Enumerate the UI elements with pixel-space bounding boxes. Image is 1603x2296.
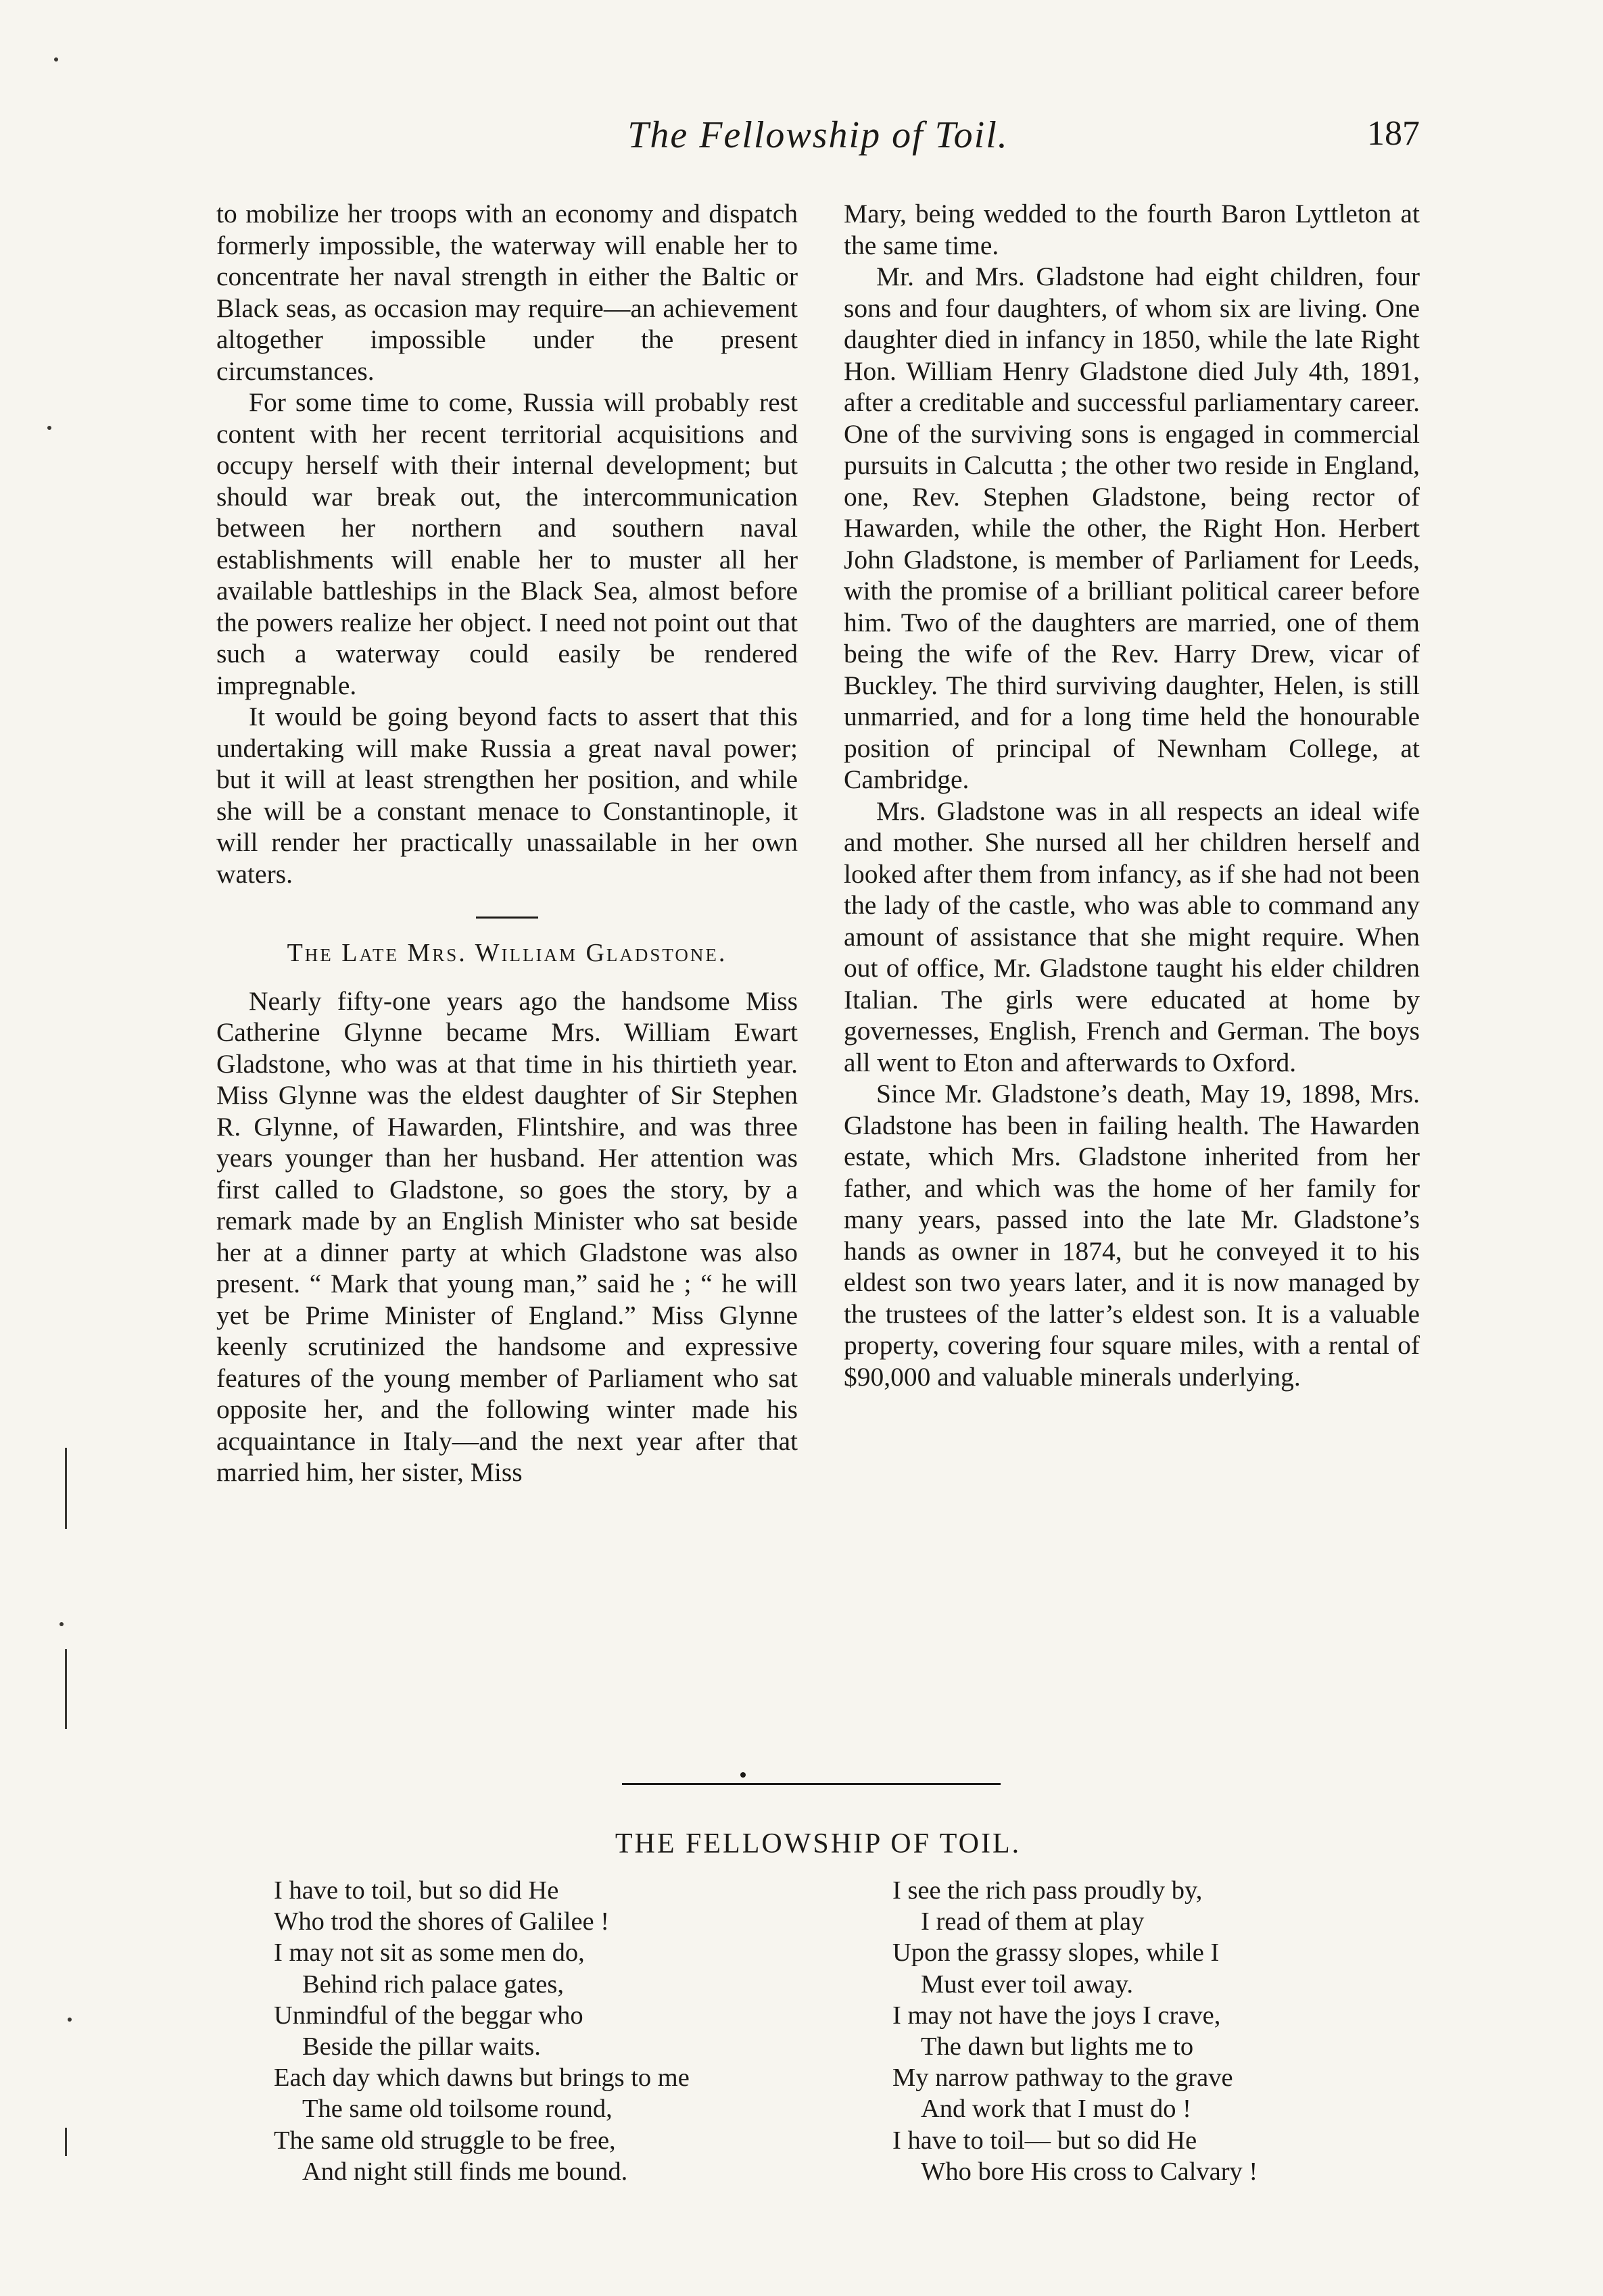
margin-mark	[65, 1649, 67, 1729]
paragraph: to mobilize her troops with an economy and dispatch formerly impossible, the waterway will enable her to concentrate her naval strength in either the Baltic or Black seas, as occasion may require—an achievement altogether impossible under the present circumstances.	[216, 199, 798, 386]
poem-line: I have to toil, but so did He	[274, 1876, 559, 1905]
section-divider	[476, 917, 538, 919]
poem-line: I may not sit as some men do,	[274, 1938, 585, 1968]
running-header	[216, 114, 1420, 161]
right-column	[844, 198, 1420, 1392]
poem-line: I see the rich pass proudly by,	[892, 1876, 1203, 1905]
poem-stanza-left	[274, 1875, 690, 2187]
poem-line: Beside the pillar waits.	[302, 2032, 541, 2061]
paragraph: Mr. and Mrs. Gladstone had eight children, four sons and four daughters, of whom six are living. One daughter died in infancy in 1850, while the late Right Hon. William Henry Gladstone died July 4th, 1891, after a creditable and successful parliamentary career. One of the surviving sons is engaged in commercial pursuits in Calcutta ; the other two reside in England, one, Rev. Stephen Gladstone, being rector of Hawarden, while the other, the Right Hon. Herbert John Gladstone, is member of Parliament for Leeds, with the promise of a brilliant political career before him. Two of the daughters are married, one of them being the wife of the Rev. Harry Drew, vicar of Buckley. The third surviving daughter, Helen, is still unmarried, and for a long time held the honourable position of principal of Newnham College, at Cambridge.	[844, 262, 1420, 794]
margin-dot	[59, 1622, 64, 1626]
poem-line: My narrow pathway to the grave	[892, 2063, 1233, 2093]
poem-line: Unmindful of the beggar who	[274, 2001, 583, 2030]
paragraph: Since Mr. Gladstone’s death, May 19, 1898, Mrs. Gladstone has been in failing health. The Hawarden estate, which Mrs. Gladstone inherited from her father, and which was the home of her family for many years, passed into the late Mr. Gladstone’s hands as owner in 1874, but he conveyed it to his eldest son two years later, and it is now managed by the trustees of the latter’s eldest son. It is a valuable property, covering four square miles, with a rental of $90,000 and valuable minerals underlying.	[844, 1079, 1420, 1392]
paragraph: For some time to come, Russia will probably rest content with her recent territorial acquisitions and occupy herself with their internal development; but should war break out, the intercommunication between her northern and southern naval establishments will enable her to muster all her available battleships in the Black Sea, almost before the powers realize her object. I need not point out that such a waterway could easily be rendered impregnable.	[216, 387, 798, 700]
page-number: 187	[1367, 114, 1420, 153]
left-column	[216, 198, 798, 1488]
poem-line: The same old toilsome round,	[302, 2095, 613, 2124]
divider-ornament	[740, 1772, 746, 1778]
poem-line: And night still finds me bound.	[302, 2157, 628, 2186]
paragraph: Nearly fifty-one years ago the handsome Miss Catherine Glynne became Mrs. William Ewart Gladstone, who was at that time in his thirtieth year. Miss Glynne was the eldest daughter of Sir Stephen R. Glynne, of Hawarden, Flintshire, and was three years younger than her husband. Her attention was first called to Gladstone, so goes the story, by a remark made by an English Minister who sat beside her at a dinner party at which Gladstone was also present. “ Mark that young man,” said he ; “ he will yet be Prime Minister of England.” Miss Glynne keenly scrutinized the handsome and expressive features of the young member of Parliament who sat opposite her, and the following winter made his acquaintance in Italy—and the next year after that married him, her sister, Miss	[216, 985, 798, 1487]
margin-dot	[47, 426, 51, 430]
margin-mark	[65, 2128, 67, 2156]
poem-divider	[622, 1783, 1001, 1785]
section-heading: The Late Mrs. William Gladstone.	[287, 939, 727, 967]
poem-line: I have to toil— but so did He	[892, 2126, 1197, 2155]
poem-line: Who trod the shores of Galilee !	[274, 1907, 610, 1936]
poem-stanza-right	[892, 1875, 1258, 2187]
poem-title: THE FELLOWSHIP OF TOIL.	[615, 1828, 1022, 1859]
poem-line: The same old struggle to be free,	[274, 2126, 616, 2155]
paragraph: It would be going beyond facts to assert that this undertaking will make Russia a great naval power; but it will at least strengthen her position, and while she will be a constant menace to Constantinople, it will render her practically unassailable in her own waters.	[216, 702, 798, 889]
poem-line: Must ever toil away.	[921, 1970, 1133, 1999]
running-title: The Fellowship of Toil.	[627, 114, 1009, 156]
paragraph: Mrs. Gladstone was in all respects an ideal wife and mother. She nursed all her children herself and looked after them from infancy, as if she had not been the lady of the castle, who was able to command any amount of assistance that she might require. When out of office, Mr. Gladstone taught his elder children Italian. The girls were educated at home by governesses, English, French and German. The boys all went to Eton and afterwards to Oxford.	[844, 796, 1420, 1077]
poem-line: Each day which dawns but brings to me	[274, 2063, 690, 2093]
margin-mark	[65, 1448, 67, 1529]
poem-line: Behind rich palace gates,	[302, 1970, 564, 1999]
poem-line: I read of them at play	[921, 1907, 1145, 1936]
margin-dot	[68, 2018, 72, 2022]
poem-line: I may not have the joys I crave,	[892, 2001, 1221, 2030]
poem-line: Upon the grassy slopes, while I	[892, 1938, 1220, 1968]
poem-line: Who bore His cross to Calvary !	[921, 2157, 1258, 2186]
poem-line: The dawn but lights me to	[921, 2032, 1194, 2061]
poem-line: And work that I must do !	[921, 2095, 1191, 2124]
margin-dot	[54, 57, 58, 62]
paragraph: Mary, being wedded to the fourth Baron Lyttleton at the same time.	[844, 199, 1420, 260]
